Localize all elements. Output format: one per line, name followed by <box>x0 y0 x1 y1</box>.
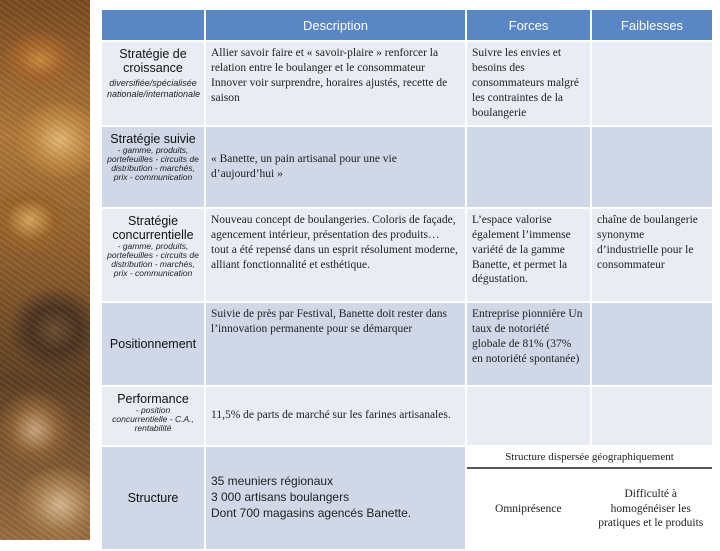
faiblesses-cell <box>591 126 713 208</box>
strategy-name: Stratégie suivie <box>110 131 196 146</box>
header-faiblesses: Faiblesses <box>591 9 713 41</box>
header-description: Description <box>205 9 466 41</box>
row-croissance <box>101 41 713 126</box>
row-suivie <box>101 126 713 208</box>
strategy-cell <box>101 302 205 386</box>
table <box>100 8 714 551</box>
strategy-cell <box>101 126 205 208</box>
header-forces: Forces <box>466 9 591 41</box>
strategy-name: Stratégie de croissance <box>119 47 187 76</box>
row-concurrentielle <box>101 208 713 302</box>
strategy-sub: - gamme, produits, portefeuilles - circuits de distribution - marchés, prix - communication <box>107 241 199 279</box>
strategy-name: Performance <box>117 391 189 406</box>
description-cell: Suivie de près par Festival, Banette doit rester dans l’innovation permanente pour se démarquer <box>205 302 466 386</box>
forces-cell <box>466 126 591 208</box>
description-cell: « Banette, un pain artisanal pour une vie d’aujourd’hui » <box>205 126 466 208</box>
strategy-cell <box>101 386 205 446</box>
forces-cell <box>466 386 591 446</box>
structure-faiblesse: Difficulté à homogénéiser les pratiques et le produits <box>598 487 704 530</box>
strategy-cell <box>101 208 205 302</box>
structure-line: 35 meuniers régionaux <box>211 474 334 489</box>
strategy-cell <box>101 41 205 126</box>
forces-cell: L’espace valorise également l’immense variété de la gamme Banette, et permet la dégustation. <box>466 208 591 302</box>
description-cell: 11,5% de parts de marché sur les farines artisanales. <box>205 386 466 446</box>
divider <box>90 0 96 540</box>
strategy-name: Positionnement <box>109 337 197 351</box>
structure-grid <box>467 469 712 549</box>
faiblesses-cell <box>591 41 713 126</box>
row-positionnement <box>101 302 713 386</box>
description-cell <box>205 446 466 550</box>
strategy-sub: - gamme, produits, portefeuilles - circuits de distribution - marchés, prix - communication <box>107 145 199 182</box>
strategy-cell <box>101 446 205 550</box>
structure-analysis-cell <box>466 446 713 550</box>
strategy-name: Stratégie concurrentielle <box>112 213 194 243</box>
structure-line: Dont 700 magasins agencés Banette. <box>211 505 412 520</box>
forces-cell: Entreprise pionnière Un taux de notoriété globale de 81% (37% en notoriété spontanée) <box>466 302 591 386</box>
header-row <box>101 9 713 41</box>
description-cell: Allier savoir faire et « savoir-plaire » renforcer la relation entre le boulanger et le consommateur Innover voir surprendre, horaires ajustés, recette de saison <box>205 41 466 126</box>
structure-title: Structure dispersée géographiquement <box>467 447 712 469</box>
faiblesses-cell: chaîne de boulangerie synonyme d’industrielle pour le consommateur <box>591 208 713 302</box>
strategy-sub: - position concurrentielle - C.A., rentabilité <box>112 405 194 433</box>
row-performance <box>101 386 713 446</box>
strategy-table <box>100 8 712 536</box>
photo-texture <box>0 0 90 540</box>
faiblesses-cell <box>591 386 713 446</box>
row-structure <box>101 446 713 550</box>
strategy-sub: diversifiée/spécialisée nationale/internationale <box>107 77 201 99</box>
bread-photo <box>0 0 90 540</box>
faiblesses-cell <box>591 302 713 386</box>
structure-line: 3 000 artisans boulangers <box>211 490 350 505</box>
header-empty <box>101 9 205 41</box>
forces-cell: Suivre les envies et besoins des consommateurs malgré les contraintes de la boulangerie <box>466 41 591 126</box>
strategy-name: Structure <box>127 491 179 506</box>
description-cell: Nouveau concept de boulangeries. Coloris de façade, agencement intérieur, présentation des produits… tout a été repensé dans un esprit résolument moderne, alliant fonctionnalité et esthétique. <box>205 208 466 302</box>
structure-force: Omniprésence <box>495 502 562 515</box>
